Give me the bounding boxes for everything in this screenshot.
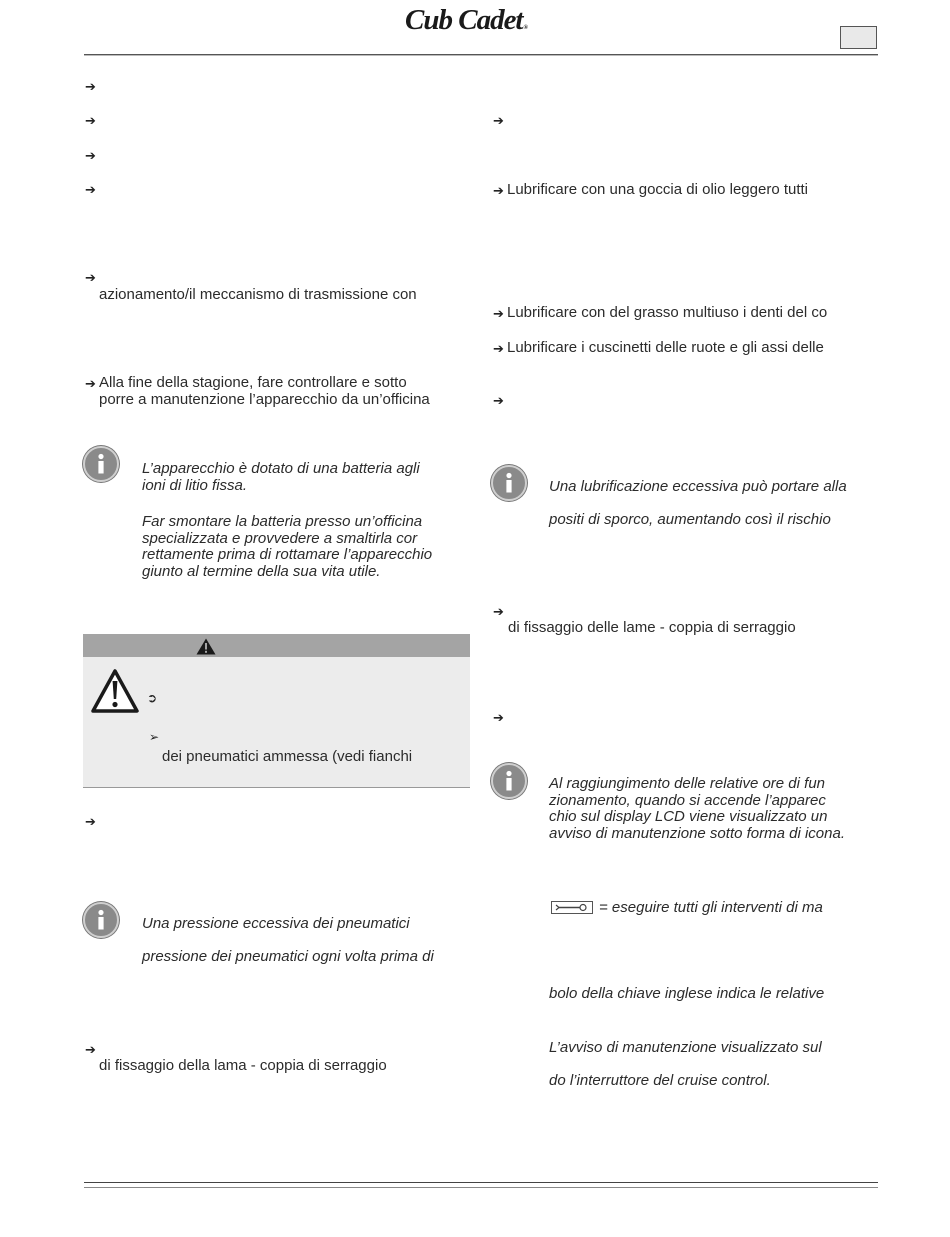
paragraph-fissaggio-lama: di fissaggio della lama - coppia di serraggio <box>99 1057 387 1074</box>
arrow-right-icon: ➔ <box>493 341 504 356</box>
info-icon <box>83 446 119 482</box>
paragraph-goccia-olio: Lubrificare con una goccia di olio leggero tutti <box>507 181 809 198</box>
info-note-tire-pressure: pressione dei pneumatici ogni volta prima di <box>142 948 434 965</box>
note-line: ioni di litio fissa. <box>142 476 248 494</box>
arrow-right-icon: ➔ <box>493 113 504 128</box>
paragraph-grasso: Lubrificare con del grasso multiuso i denti del co <box>507 304 828 321</box>
paragraph-cuscinetti: Lubrificare i cuscinetti delle ruote e gli assi delle <box>507 339 824 356</box>
note-line: avviso di manutenzione sotto forma di icona. <box>549 824 845 842</box>
warning-box <box>83 634 470 788</box>
warning-text-line: dei pneumatici ammessa (vedi fianchi <box>162 748 413 765</box>
note-line: L’apparecchio è dotato di una batteria agli <box>142 460 420 477</box>
arrow-right-icon: ➔ <box>85 79 96 94</box>
info-note-reset: do l’interruttore del cruise control. <box>549 1072 771 1089</box>
note-line: Al raggiungimento delle relative ore di fun <box>549 775 825 792</box>
note-line: rettamente prima di rottamare l’apparecchio <box>142 546 433 563</box>
arrow-right-icon: ➔ <box>493 306 504 321</box>
info-note-maintenance-display <box>549 776 845 842</box>
arrow-right-icon: ➔ <box>85 113 96 128</box>
brand-logo: Cub Cadet® <box>405 4 527 36</box>
info-note-lubrication: Una lubrificazione eccessiva può portare alla <box>549 478 847 495</box>
wrench-legend-text: = eseguire tutti gli interventi di ma <box>599 899 823 916</box>
info-icon <box>83 902 119 938</box>
info-note-lubrication: positi di sporco, aumentando così il rischio <box>549 511 831 528</box>
note-line: zionamento, quando si accende l’apparec <box>549 791 826 809</box>
circular-arrow-icon: ➲ <box>147 691 158 705</box>
paragraph-fine-stagione-1: Alla fine della stagione, fare controllare e sotto <box>99 374 407 391</box>
warning-triangle-icon <box>196 638 216 655</box>
arrow-right-icon: ➔ <box>493 710 504 725</box>
info-note-tire-pressure: Una pressione eccessiva dei pneumatici <box>142 915 410 932</box>
arrow-right-icon: ➔ <box>85 814 96 829</box>
info-note-battery-disposal <box>142 514 432 580</box>
arrow-right-icon: ➔ <box>85 270 96 285</box>
arrow-right-icon: ➔ <box>85 1042 96 1057</box>
info-icon <box>491 465 527 501</box>
footer-rule <box>84 1182 878 1188</box>
note-line: specializzata e provvedere a smaltirla cor <box>142 529 418 547</box>
arrow-right-icon: ➔ <box>493 604 504 619</box>
page-number-box <box>840 26 877 49</box>
info-note-wrench-symbol: bolo della chiave inglese indica le relative <box>549 985 825 1002</box>
arrow-right-icon: ➔ <box>493 183 504 198</box>
warning-triangle-icon <box>90 668 140 714</box>
paragraph-azionamento: azionamento/il meccanismo di trasmissione con <box>99 286 417 303</box>
note-line: Far smontare la batteria presso un’officina <box>142 513 423 530</box>
info-note-battery <box>142 461 420 494</box>
info-note-reset: L’avviso di manutenzione visualizzato sul <box>549 1039 822 1056</box>
header-rule <box>84 54 878 56</box>
arrow-right-icon: ➔ <box>85 148 96 163</box>
paragraph-fine-stagione-2: porre a manutenzione l’apparecchio da un’officina <box>99 391 430 408</box>
arrowhead-bullet-icon: ➢ <box>149 730 160 744</box>
arrow-right-icon: ➔ <box>85 182 96 197</box>
paragraph-fissaggio-lame: di fissaggio delle lame - coppia di serraggio <box>508 619 796 636</box>
wrench-icon <box>551 901 593 914</box>
arrow-right-icon: ➔ <box>85 376 96 391</box>
note-line: chio sul display LCD viene visualizzato un <box>549 808 828 825</box>
wrench-legend-row <box>551 899 823 917</box>
note-line: giunto al termine della sua vita utile. <box>142 562 381 580</box>
info-icon <box>491 763 527 799</box>
warning-header-bar <box>83 634 470 657</box>
arrow-right-icon: ➔ <box>493 393 504 408</box>
